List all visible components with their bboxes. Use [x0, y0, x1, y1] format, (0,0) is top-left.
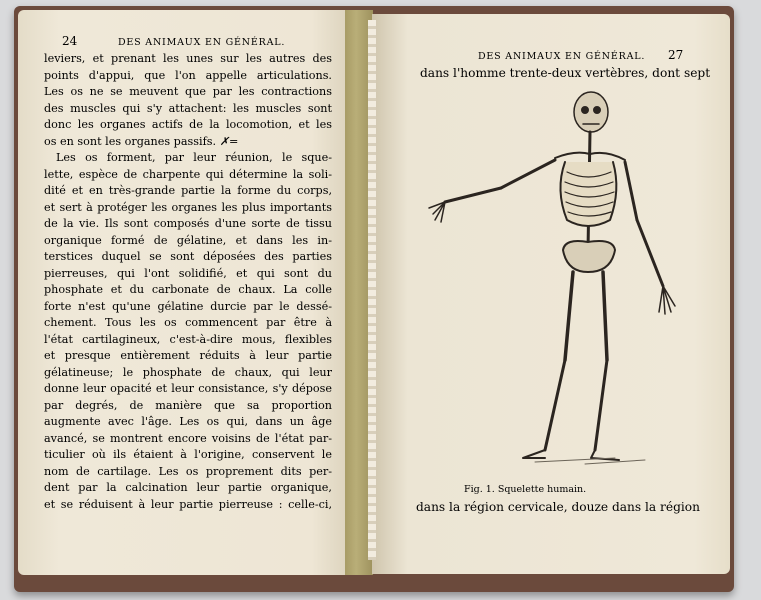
right-top-line: dans l'homme trente-deux vertèbres, dont sept [420, 66, 711, 80]
text-line: par degrés, de manière que sa proportion [44, 398, 332, 412]
text-line: nom de cartilage. Les os proprement dits per- [44, 464, 332, 478]
human-skeleton-figure [415, 90, 685, 470]
text-line: avancé, se montrent encore voisins de l'état par- [44, 431, 332, 445]
text-line: Les os forment, par leur réunion, le sque- [56, 151, 332, 164]
text-line: chement. Tous les os commencent par être à [44, 316, 332, 329]
text-line: leviers, et prenant les unes sur les autres des [44, 52, 332, 65]
text-line: forte n'est qu'une gélatine durcie par le dessé- [44, 299, 332, 313]
text-line: points d'appui, que l'on appelle articulations. [44, 68, 332, 82]
text-line: terstices duquel se sont déposées des parties [44, 250, 332, 263]
text-line: phosphate et du carbonate de chaux. La colle [44, 283, 332, 296]
text-line: et se réduisent à leur partie pierreuse : celle-ci, [44, 497, 332, 511]
text-line: gélatineuse; le phosphate de chaux, qui leur [44, 365, 332, 379]
text-line: lette, espèce de charpente qui détermine la soli- [44, 167, 332, 181]
figure-caption: Fig. 1. Squelette humain. [464, 484, 587, 495]
text-line: pierreuses, qui l'ont solidifié, et qui sont du [44, 266, 332, 280]
text-line: dent par la calcination leur partie organique, [44, 481, 332, 494]
text-line: augmente avec l'âge. Les os qui, dans un âge [44, 415, 332, 428]
binding-stitches [368, 20, 376, 560]
right-bottom-line: dans la région cervicale, douze dans la région [416, 500, 700, 514]
left-running-head: DES ANIMAUX EN GÉNÉRAL. [118, 37, 286, 48]
right-running-head: DES ANIMAUX EN GÉNÉRAL. [478, 51, 646, 62]
text-line: organique formé de gélatine, et dans les in- [44, 233, 332, 247]
text-line: donc les organes actifs de la locomotion, et les [44, 118, 332, 131]
left-page-body [44, 51, 332, 513]
text-line: des muscles qui s'y attachent: les muscles sont [44, 101, 332, 115]
right-page-number: 27 [668, 48, 684, 62]
text-line: os en sont les organes passifs. ✗= [44, 134, 239, 148]
text-line: dité et en très-grande partie la forme du corps, [44, 184, 332, 197]
text-line: l'état cartilagineux, c'est-à-dire mous, flexibles [44, 332, 332, 346]
text-line: donne leur opacité et leur consistance, s'y dépose [44, 382, 332, 395]
pencil-mark-icon: ✗= [219, 134, 239, 148]
text-line: et sert à protéger les organes les plus importants [44, 200, 332, 214]
text-line: ticulier où ils étaient à l'origine, conservent le [44, 448, 332, 461]
text-line: Les os ne se meuvent que par les contractions [44, 85, 332, 98]
left-page-number: 24 [62, 34, 78, 48]
text-line: de la vie. Ils sont composés d'une sorte de tissu [44, 217, 332, 230]
text-line: et presque entièrement réduits à leur partie [44, 349, 332, 362]
